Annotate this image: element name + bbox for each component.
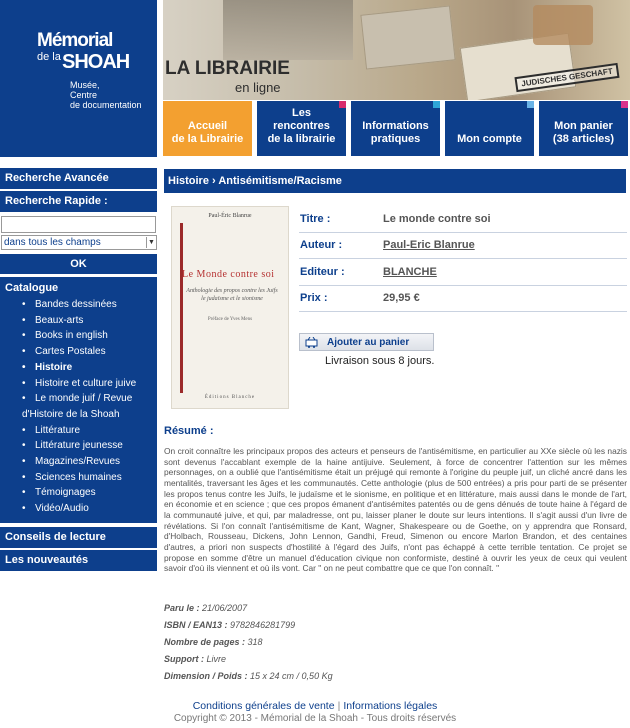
meta-pages: Nombre de pages : 318 bbox=[164, 637, 263, 647]
catalogue-item[interactable]: • Témoignages bbox=[22, 485, 157, 501]
breadcrumb-separator: › bbox=[212, 175, 216, 187]
cover-author: Paul-Éric Blanrue bbox=[208, 213, 252, 219]
catalogue-item[interactable]: • Cartes Postales bbox=[22, 344, 157, 360]
cover-preface: Préface de Yves Mens bbox=[207, 317, 253, 322]
detail-price-row bbox=[299, 286, 627, 313]
catalogue-item[interactable]: • Sciences humaines bbox=[22, 470, 157, 486]
new-releases-link[interactable]: Les nouveautés bbox=[0, 550, 157, 571]
breadcrumb-current: Antisémitisme/Racisme bbox=[218, 175, 342, 187]
advanced-search-link[interactable]: Recherche Avancée bbox=[0, 168, 157, 189]
tab-mon-panier[interactable] bbox=[539, 101, 628, 156]
tab-accueil[interactable] bbox=[163, 101, 252, 156]
catalogue-item[interactable]: • Le monde juif / Revue bbox=[22, 391, 157, 407]
sidebar bbox=[0, 168, 157, 571]
breadcrumb bbox=[164, 169, 626, 193]
cover-title: Le Monde contre soi bbox=[182, 269, 275, 280]
cart-icon bbox=[305, 337, 318, 348]
book-cover bbox=[171, 206, 289, 409]
tab-label: Mon panier (38 articles) bbox=[552, 120, 615, 145]
header-banner bbox=[163, 0, 630, 100]
catalogue-item-active[interactable]: • Histoire bbox=[22, 360, 157, 376]
detail-label: Editeur : bbox=[300, 265, 345, 278]
ok-button[interactable]: OK bbox=[0, 254, 157, 274]
detail-price: 29,95 € bbox=[383, 292, 420, 305]
catalogue-item[interactable]: • Histoire et culture juive bbox=[22, 376, 157, 392]
meta-release-date: Paru le : 21/06/2007 bbox=[164, 603, 248, 613]
breadcrumb-parent[interactable]: Histoire bbox=[168, 175, 209, 187]
footer-separator: | bbox=[337, 700, 341, 712]
logo-line3: SHOAH bbox=[62, 51, 130, 73]
main-nav bbox=[163, 100, 630, 157]
reading-tips-link[interactable]: Conseils de lecture bbox=[0, 527, 157, 548]
search-input[interactable] bbox=[1, 216, 156, 233]
meta-dimension: Dimension / Poids : 15 x 24 cm / 0,50 Kg bbox=[164, 671, 333, 681]
book-details bbox=[299, 206, 627, 312]
banner-photo bbox=[223, 0, 353, 60]
tab-corner bbox=[621, 101, 628, 108]
banner-document bbox=[360, 5, 455, 69]
logo-line2: de la bbox=[37, 51, 61, 63]
copyright: Copyright © 2013 - Mémorial de la Shoah - Tous droits réservés bbox=[173, 713, 457, 724]
summary-text: On croit connaître les principaux propos des acteurs et penseurs de l'antisémitisme, en particulier au XXe siècle où les nazis sont devenus l'accablant exemple de la haine antijuive. Seulement, à force de concentrer l'attention sur les mêmes personnages, on a oublié que l'antisémitisme était un préjugé qui remonte à l'origine du peuple juif, un cliché ancré dans les mentalités, traversant les âges et les communautés. Cette anthologie (plus de 500 entrées) a pris pour parti de se présenter les propos tenus contre les Juifs, le judaïsme et le sionisme, en politique et en littérature, mais aussi dans le monde de l'art, en économie et en science ; que ces propos émanent d'antisémites patentés ou de gens dénués de toute haine à l'égard de la communauté juive, et qui, par maladresse, ont pu, laisser planer le doute sur leurs intentions. Il s'agit aussi d'un livre de révélations. Si l'on connaît l'antisémitisme de Kant, Wagner, Shakespeare ou de Goethe, on y apprendra que Ronsard, d'Holbach, Rousseau, Dickens, John Lennon, Gandhi, Freud, Simenon ou encore Marlon Brandon, et des centaines d'autres, a priori non suspects d'hostilité à l'égard des Juifs, n'ont pas échappé à cette terrible tentation. Ce projet se propose en somme d'être un manuel d'éducation civique non conformiste, destiné à ouvrir les yeux de ceux qui veulent savoir d'où ils viennent et où ils vont. Car " on ne peut combattre que ce que l'on connaît. " bbox=[164, 446, 627, 574]
chevron-down-icon: ▼ bbox=[146, 237, 156, 248]
catalogue-title: Catalogue bbox=[5, 282, 59, 294]
logo-line1: Mémorial bbox=[37, 30, 113, 51]
tab-label: Les rencontres de la librairie bbox=[267, 107, 336, 145]
tab-corner bbox=[527, 101, 534, 108]
tab-corner bbox=[339, 101, 346, 108]
tab-label: Mon compte bbox=[457, 133, 522, 145]
catalogue-menu bbox=[0, 277, 157, 523]
catalogue-item[interactable]: • Vidéo/Audio bbox=[22, 501, 157, 517]
tab-informations[interactable] bbox=[351, 101, 440, 156]
catalogue-item[interactable]: • Littérature jeunesse bbox=[22, 438, 157, 454]
tab-corner bbox=[245, 101, 252, 108]
detail-author-row bbox=[299, 233, 627, 260]
terms-link[interactable]: Conditions générales de vente bbox=[192, 700, 335, 712]
tab-corner bbox=[433, 101, 440, 108]
tab-label: Informations pratiques bbox=[362, 120, 429, 145]
tab-rencontres[interactable] bbox=[257, 101, 346, 156]
search-scope-value: dans tous les champs bbox=[4, 237, 101, 248]
summary-heading: Résumé : bbox=[164, 425, 214, 437]
tab-mon-compte[interactable] bbox=[445, 101, 534, 156]
publisher-link[interactable]: BLANCHE bbox=[383, 265, 437, 278]
add-to-cart-button[interactable] bbox=[299, 333, 434, 351]
catalogue-item[interactable]: • Books in english bbox=[22, 328, 157, 344]
meta-support: Support : Livre bbox=[164, 654, 227, 664]
banner-photo bbox=[533, 5, 593, 45]
banner-subtitle: en ligne bbox=[235, 80, 281, 95]
quick-search-heading: Recherche Rapide : bbox=[0, 191, 157, 212]
memorial-logo[interactable] bbox=[0, 0, 157, 157]
banner-stamp: JUDISCHES GESCHAFT bbox=[514, 63, 619, 92]
cover-spine bbox=[180, 223, 183, 393]
detail-label: Titre : bbox=[300, 212, 331, 225]
legal-link[interactable]: Informations légales bbox=[343, 700, 438, 712]
catalogue-item-continued[interactable]: d'Histoire de la Shoah bbox=[22, 408, 120, 420]
delivery-info: Livraison sous 8 jours. bbox=[325, 355, 435, 367]
search-scope-select[interactable] bbox=[1, 235, 157, 250]
detail-label: Prix : bbox=[300, 292, 328, 305]
logo-subtitle: Musée, Centre de documentation bbox=[70, 80, 142, 110]
detail-title-row bbox=[299, 206, 627, 233]
detail-publisher-row bbox=[299, 259, 627, 286]
add-to-cart-label: Ajouter au panier bbox=[327, 336, 410, 348]
footer-links bbox=[0, 700, 630, 712]
author-link[interactable]: Paul-Eric Blanrue bbox=[383, 239, 475, 252]
meta-isbn: ISBN / EAN13 : 9782846281799 bbox=[164, 620, 296, 630]
detail-value: Le monde contre soi bbox=[383, 212, 491, 225]
detail-label: Auteur : bbox=[300, 239, 343, 252]
catalogue-item[interactable]: • Beaux-arts bbox=[22, 313, 157, 329]
catalogue-item[interactable]: • Littérature bbox=[22, 423, 157, 439]
cover-subtitle: Anthologie des propos contre les Juifs le judaïsme et le sionisme bbox=[186, 288, 278, 302]
banner-title: LA LIBRAIRIE bbox=[165, 58, 290, 79]
catalogue-item[interactable]: • Magazines/Revues bbox=[22, 454, 157, 470]
tab-label: Accueil de la Librairie bbox=[171, 120, 244, 145]
catalogue-item[interactable]: • Bandes dessinées bbox=[22, 297, 157, 313]
cover-publisher: Éditions Blanche bbox=[204, 395, 256, 400]
